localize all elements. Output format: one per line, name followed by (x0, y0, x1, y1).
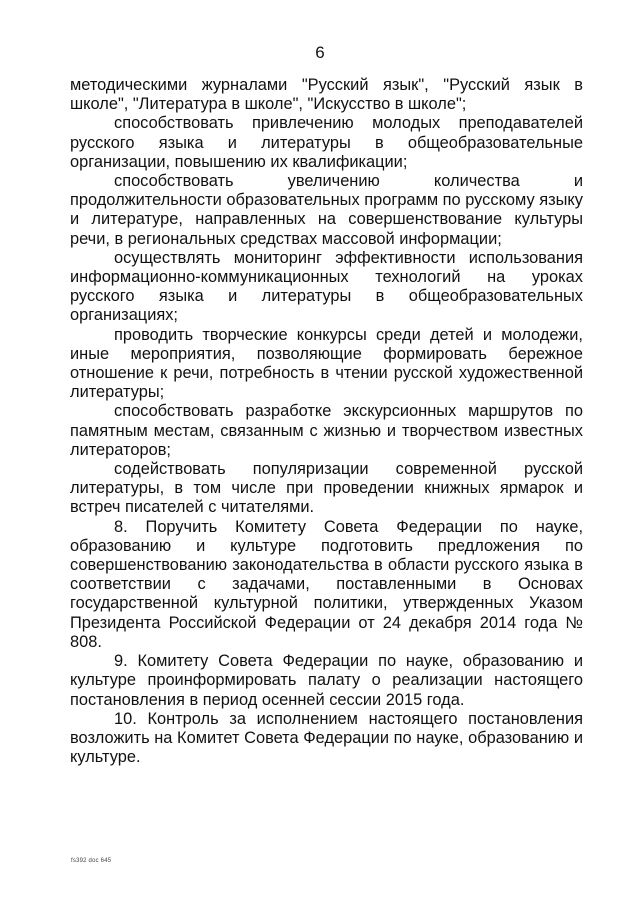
paragraph-item: содействовать популяризации современной русской литературы, в том числе при проведении книжных ярмарок и встреч писателей с читателями. (70, 460, 583, 517)
footer-document-code: fs392 doc 645 (71, 858, 112, 864)
paragraph-item: способствовать увеличению количества и продолжительности образовательных программ по русскому языку и литературе, направленных на совершенствование культуры речи, в региональных средствах массовой информации; (70, 172, 583, 248)
paragraph-item: способствовать разработке экскурсионных маршрутов по памятным местам, связанным с жизнью и творчеством известных литераторов; (70, 402, 583, 459)
paragraph-clause-9: 9. Комитету Совета Федерации по науке, образованию и культуре проинформировать палату о реализации настоящего постановления в период осенней сессии 2015 года. (70, 652, 583, 709)
paragraph-continuation: методическими журналами "Русский язык", "Русский язык в школе", "Литература в школе", "Искусство в школе"; (70, 76, 583, 114)
paragraph-item: осуществлять мониторинг эффективности использования информационно-коммуникационных технологий на уроках русского языка и литературы в общеобразовательных организациях; (70, 248, 583, 325)
page-number: 6 (315, 43, 325, 62)
document-body (70, 76, 583, 767)
paragraph-clause-10: 10. Контроль за исполнением настоящего постановления возложить на Комитет Совета Федерации по науке, образованию и культуре. (70, 709, 583, 767)
paragraph-item: проводить творческие конкурсы среди детей и молодежи, иные мероприятия, позволяющие формировать бережное отношение к речи, потребность в чтении русской художественной литературы; (70, 325, 583, 402)
paragraph-item: способствовать привлечению молодых преподавателей русского языка и литературы в общеобразовательные организации, повышению их квалификации; (70, 114, 583, 171)
paragraph-clause-8: 8. Поручить Комитету Совета Федерации по науке, образованию и культуре подготовить предложения по совершенствованию законодательства в области русского языка в соответствии с задачами, поставленными в Основах государственной культурной политики, утвержденных Указом Президента Российской Федерации от 24 декабря 2014 года № 808. (70, 517, 583, 651)
